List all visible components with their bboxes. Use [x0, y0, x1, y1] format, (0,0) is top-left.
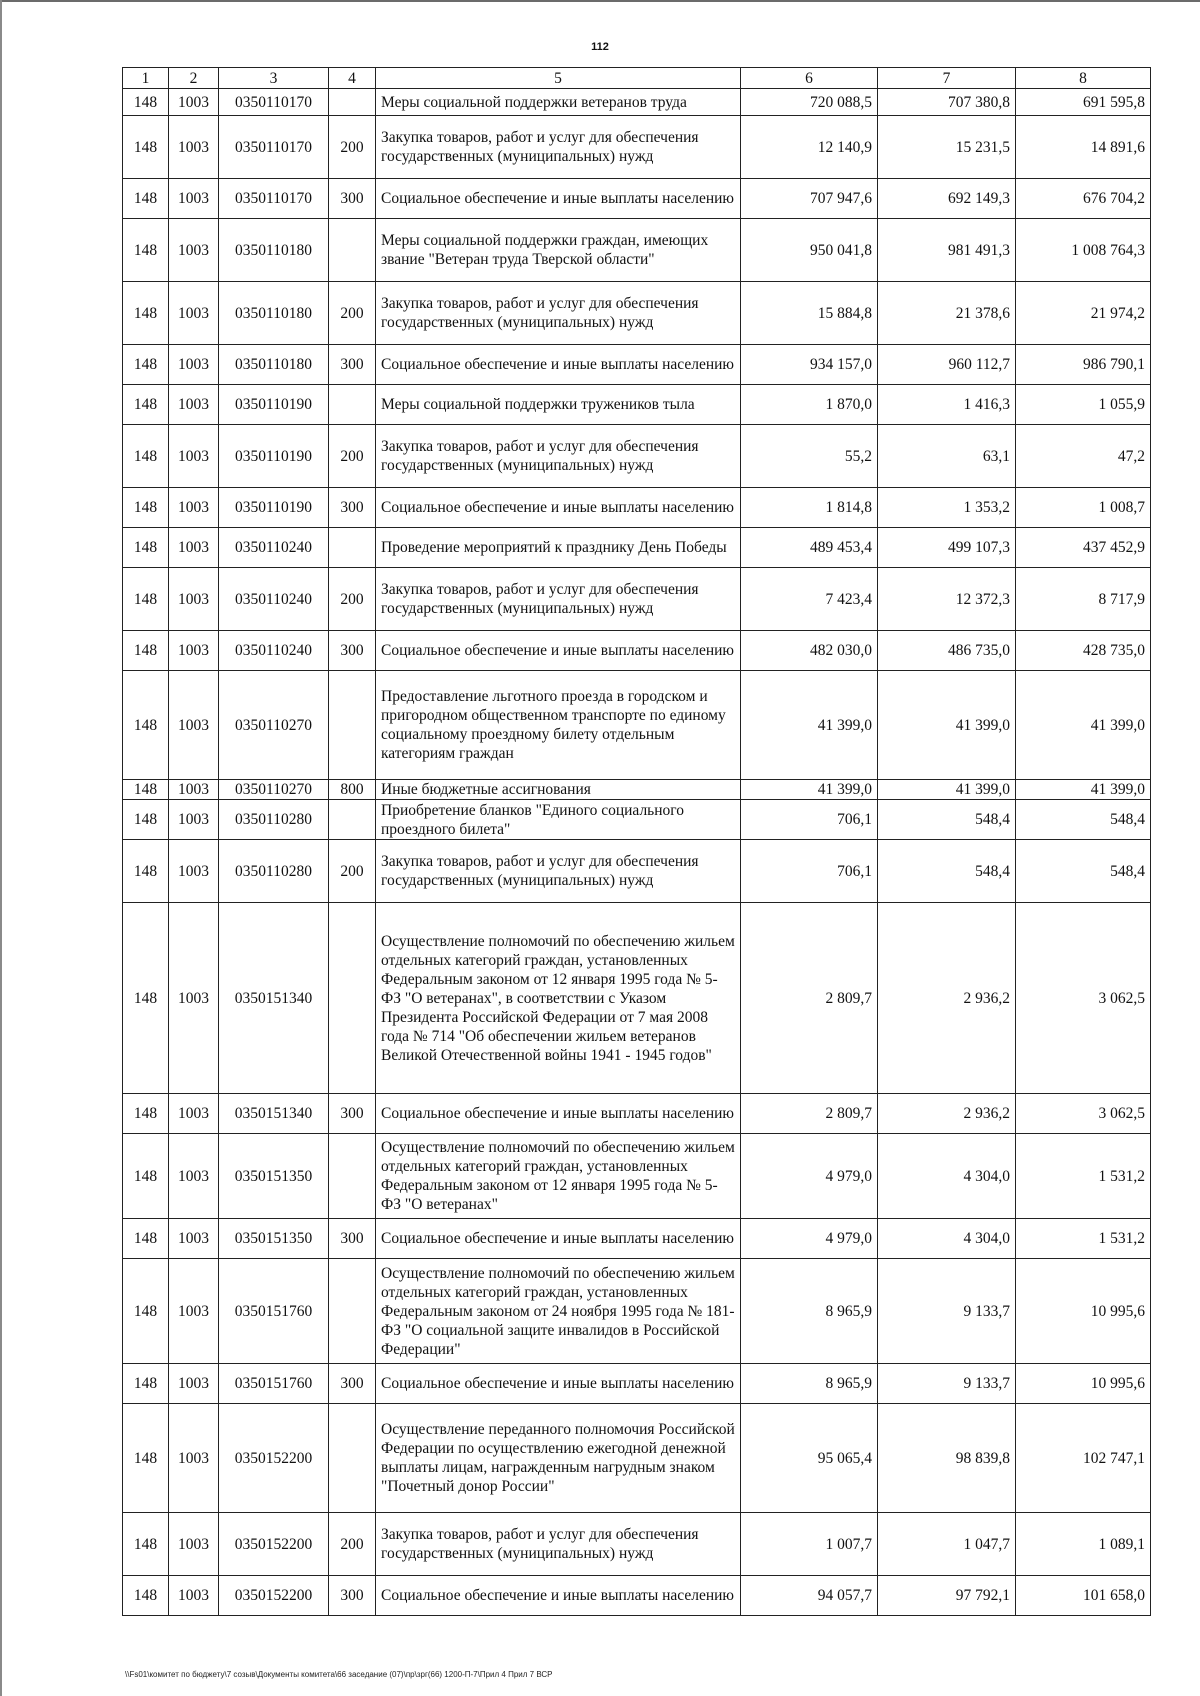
cell-amount-year-3: 1 089,1 — [1016, 1513, 1151, 1576]
cell-section-code: 1003 — [169, 1134, 219, 1219]
cell-amount-year-1: 706,1 — [741, 800, 878, 840]
cell-amount-year-2: 9 133,7 — [878, 1364, 1016, 1404]
cell-amount-year-1: 4 979,0 — [741, 1134, 878, 1219]
column-header: 1 — [123, 68, 169, 89]
cell-admin-code: 148 — [123, 385, 169, 425]
cell-admin-code: 148 — [123, 631, 169, 671]
table-row — [123, 282, 1151, 345]
cell-amount-year-1: 707 947,6 — [741, 179, 878, 219]
cell-description: Приобретение бланков "Единого социального проездного билета" — [376, 800, 741, 840]
cell-expense-type: 300 — [329, 179, 376, 219]
cell-section-code: 1003 — [169, 1576, 219, 1616]
cell-description: Меры социальной поддержки тружеников тыла — [376, 385, 741, 425]
cell-expense-type — [329, 528, 376, 568]
cell-section-code: 1003 — [169, 671, 219, 780]
column-header: 3 — [219, 68, 329, 89]
cell-amount-year-1: 482 030,0 — [741, 631, 878, 671]
cell-expense-type — [329, 89, 376, 116]
cell-expense-type — [329, 1134, 376, 1219]
cell-amount-year-3: 1 055,9 — [1016, 385, 1151, 425]
table-row — [123, 219, 1151, 282]
column-header: 8 — [1016, 68, 1151, 89]
cell-description: Закупка товаров, работ и услуг для обеспечения государственных (муниципальных) нужд — [376, 1513, 741, 1576]
cell-admin-code: 148 — [123, 1576, 169, 1616]
cell-admin-code: 148 — [123, 345, 169, 385]
column-header: 6 — [741, 68, 878, 89]
cell-amount-year-3: 102 747,1 — [1016, 1404, 1151, 1513]
cell-expense-type: 300 — [329, 631, 376, 671]
table-row — [123, 1513, 1151, 1576]
cell-section-code: 1003 — [169, 1219, 219, 1259]
cell-amount-year-1: 2 809,7 — [741, 903, 878, 1094]
cell-section-code: 1003 — [169, 1404, 219, 1513]
cell-target-article: 0350152200 — [219, 1513, 329, 1576]
cell-admin-code: 148 — [123, 179, 169, 219]
cell-admin-code: 148 — [123, 671, 169, 780]
cell-amount-year-1: 94 057,7 — [741, 1576, 878, 1616]
cell-target-article: 0350110180 — [219, 345, 329, 385]
column-header: 2 — [169, 68, 219, 89]
cell-target-article: 0350110240 — [219, 631, 329, 671]
cell-admin-code: 148 — [123, 1259, 169, 1364]
table-row — [123, 179, 1151, 219]
cell-amount-year-3: 41 399,0 — [1016, 671, 1151, 780]
cell-section-code: 1003 — [169, 282, 219, 345]
cell-amount-year-3: 41 399,0 — [1016, 780, 1151, 800]
cell-expense-type — [329, 385, 376, 425]
column-header: 5 — [376, 68, 741, 89]
cell-amount-year-3: 1 531,2 — [1016, 1134, 1151, 1219]
cell-description: Закупка товаров, работ и услуг для обеспечения государственных (муниципальных) нужд — [376, 282, 741, 345]
cell-amount-year-1: 720 088,5 — [741, 89, 878, 116]
cell-amount-year-1: 1 007,7 — [741, 1513, 878, 1576]
cell-description: Социальное обеспечение и иные выплаты населению — [376, 1094, 741, 1134]
cell-amount-year-1: 934 157,0 — [741, 345, 878, 385]
cell-amount-year-3: 3 062,5 — [1016, 1094, 1151, 1134]
table-row — [123, 568, 1151, 631]
cell-description: Социальное обеспечение и иные выплаты населению — [376, 179, 741, 219]
cell-amount-year-2: 98 839,8 — [878, 1404, 1016, 1513]
column-header: 4 — [329, 68, 376, 89]
cell-amount-year-2: 9 133,7 — [878, 1259, 1016, 1364]
scan-edge-left — [0, 0, 2, 1696]
cell-amount-year-2: 12 372,3 — [878, 568, 1016, 631]
cell-admin-code: 148 — [123, 568, 169, 631]
cell-target-article: 0350110270 — [219, 780, 329, 800]
cell-expense-type: 200 — [329, 282, 376, 345]
cell-admin-code: 148 — [123, 1219, 169, 1259]
cell-target-article: 0350151340 — [219, 1094, 329, 1134]
cell-description: Закупка товаров, работ и услуг для обеспечения государственных (муниципальных) нужд — [376, 568, 741, 631]
cell-admin-code: 148 — [123, 1364, 169, 1404]
cell-target-article: 0350110270 — [219, 671, 329, 780]
cell-section-code: 1003 — [169, 1094, 219, 1134]
cell-section-code: 1003 — [169, 385, 219, 425]
cell-amount-year-2: 981 491,3 — [878, 219, 1016, 282]
cell-target-article: 0350110180 — [219, 282, 329, 345]
cell-section-code: 1003 — [169, 840, 219, 903]
cell-admin-code: 148 — [123, 1134, 169, 1219]
cell-amount-year-3: 548,4 — [1016, 800, 1151, 840]
cell-admin-code: 148 — [123, 116, 169, 179]
cell-description: Проведение мероприятий к празднику День Победы — [376, 528, 741, 568]
cell-section-code: 1003 — [169, 488, 219, 528]
cell-expense-type — [329, 1259, 376, 1364]
page-number: 112 — [591, 41, 609, 53]
cell-expense-type — [329, 903, 376, 1094]
cell-expense-type: 300 — [329, 1364, 376, 1404]
cell-amount-year-3: 3 062,5 — [1016, 903, 1151, 1094]
table-row — [123, 840, 1151, 903]
cell-target-article: 0350110240 — [219, 528, 329, 568]
cell-expense-type — [329, 1404, 376, 1513]
cell-expense-type: 300 — [329, 1094, 376, 1134]
cell-target-article: 0350110190 — [219, 385, 329, 425]
cell-target-article: 0350110240 — [219, 568, 329, 631]
table-row — [123, 800, 1151, 840]
cell-amount-year-1: 8 965,9 — [741, 1259, 878, 1364]
cell-amount-year-3: 428 735,0 — [1016, 631, 1151, 671]
cell-section-code: 1003 — [169, 1513, 219, 1576]
cell-expense-type: 300 — [329, 1219, 376, 1259]
cell-description: Закупка товаров, работ и услуг для обеспечения государственных (муниципальных) нужд — [376, 840, 741, 903]
cell-description: Социальное обеспечение и иные выплаты населению — [376, 1219, 741, 1259]
table-row — [123, 116, 1151, 179]
cell-expense-type: 200 — [329, 840, 376, 903]
cell-section-code: 1003 — [169, 116, 219, 179]
cell-amount-year-2: 15 231,5 — [878, 116, 1016, 179]
table-row — [123, 425, 1151, 488]
cell-amount-year-1: 12 140,9 — [741, 116, 878, 179]
cell-amount-year-2: 2 936,2 — [878, 903, 1016, 1094]
cell-description: Осуществление переданного полномочия Российской Федерации по осуществлению ежегодной денежной выплаты лицам, награжденным нагрудным знаком "Почетный донор России" — [376, 1404, 741, 1513]
cell-amount-year-3: 1 008 764,3 — [1016, 219, 1151, 282]
cell-target-article: 0350110190 — [219, 488, 329, 528]
cell-admin-code: 148 — [123, 840, 169, 903]
table-header-row — [123, 68, 1151, 89]
cell-section-code: 1003 — [169, 1259, 219, 1364]
cell-amount-year-2: 548,4 — [878, 840, 1016, 903]
cell-section-code: 1003 — [169, 631, 219, 671]
cell-expense-type — [329, 800, 376, 840]
cell-expense-type: 300 — [329, 345, 376, 385]
cell-target-article: 0350110180 — [219, 219, 329, 282]
cell-target-article: 0350151350 — [219, 1219, 329, 1259]
table-row — [123, 385, 1151, 425]
cell-section-code: 1003 — [169, 219, 219, 282]
cell-amount-year-1: 1 870,0 — [741, 385, 878, 425]
table-row — [123, 1094, 1151, 1134]
cell-section-code: 1003 — [169, 800, 219, 840]
cell-amount-year-2: 960 112,7 — [878, 345, 1016, 385]
cell-amount-year-2: 707 380,8 — [878, 89, 1016, 116]
cell-amount-year-2: 548,4 — [878, 800, 1016, 840]
table-row — [123, 903, 1151, 1094]
table-row — [123, 1219, 1151, 1259]
cell-target-article: 0350110170 — [219, 116, 329, 179]
cell-target-article: 0350152200 — [219, 1404, 329, 1513]
cell-expense-type: 300 — [329, 488, 376, 528]
table-row — [123, 345, 1151, 385]
cell-amount-year-3: 548,4 — [1016, 840, 1151, 903]
cell-amount-year-1: 2 809,7 — [741, 1094, 878, 1134]
table-row — [123, 1404, 1151, 1513]
cell-admin-code: 148 — [123, 219, 169, 282]
budget-table — [122, 67, 1151, 1616]
cell-amount-year-3: 101 658,0 — [1016, 1576, 1151, 1616]
table-body — [123, 89, 1151, 1616]
cell-section-code: 1003 — [169, 89, 219, 116]
cell-amount-year-2: 2 936,2 — [878, 1094, 1016, 1134]
cell-amount-year-3: 1 008,7 — [1016, 488, 1151, 528]
cell-description: Социальное обеспечение и иные выплаты населению — [376, 488, 741, 528]
cell-description: Меры социальной поддержки граждан, имеющих звание "Ветеран труда Тверской области" — [376, 219, 741, 282]
cell-amount-year-3: 10 995,6 — [1016, 1364, 1151, 1404]
table-row — [123, 1259, 1151, 1364]
cell-admin-code: 148 — [123, 1404, 169, 1513]
cell-admin-code: 148 — [123, 1513, 169, 1576]
cell-expense-type: 300 — [329, 1576, 376, 1616]
cell-amount-year-3: 986 790,1 — [1016, 345, 1151, 385]
table-row — [123, 89, 1151, 116]
footer-file-path: \\Fs01\комитет по бюджету\7 созыв\Документы комитета\66 заседание (07)\пр\зрг(66) 1200-П-7\Прил 4 Прил 7 ВСР — [125, 1670, 553, 1679]
cell-amount-year-2: 1 353,2 — [878, 488, 1016, 528]
cell-amount-year-2: 21 378,6 — [878, 282, 1016, 345]
cell-section-code: 1003 — [169, 345, 219, 385]
cell-expense-type — [329, 671, 376, 780]
cell-description: Социальное обеспечение и иные выплаты населению — [376, 1576, 741, 1616]
cell-target-article: 0350152200 — [219, 1576, 329, 1616]
cell-amount-year-3: 691 595,8 — [1016, 89, 1151, 116]
cell-amount-year-1: 8 965,9 — [741, 1364, 878, 1404]
cell-admin-code: 148 — [123, 282, 169, 345]
cell-description: Меры социальной поддержки ветеранов труда — [376, 89, 741, 116]
table-row — [123, 1364, 1151, 1404]
cell-amount-year-1: 7 423,4 — [741, 568, 878, 631]
cell-amount-year-2: 692 149,3 — [878, 179, 1016, 219]
cell-amount-year-2: 63,1 — [878, 425, 1016, 488]
table-row — [123, 780, 1151, 800]
cell-amount-year-2: 1 416,3 — [878, 385, 1016, 425]
cell-expense-type: 200 — [329, 116, 376, 179]
table-row — [123, 488, 1151, 528]
cell-description: Закупка товаров, работ и услуг для обеспечения государственных (муниципальных) нужд — [376, 425, 741, 488]
cell-amount-year-2: 41 399,0 — [878, 671, 1016, 780]
cell-expense-type: 200 — [329, 425, 376, 488]
cell-admin-code: 148 — [123, 89, 169, 116]
cell-expense-type: 200 — [329, 1513, 376, 1576]
cell-expense-type: 800 — [329, 780, 376, 800]
cell-amount-year-2: 97 792,1 — [878, 1576, 1016, 1616]
cell-admin-code: 148 — [123, 1094, 169, 1134]
cell-amount-year-2: 4 304,0 — [878, 1134, 1016, 1219]
cell-amount-year-3: 10 995,6 — [1016, 1259, 1151, 1364]
scan-edge-top — [0, 0, 1200, 2]
cell-amount-year-3: 47,2 — [1016, 425, 1151, 488]
cell-target-article: 0350151340 — [219, 903, 329, 1094]
cell-admin-code: 148 — [123, 528, 169, 568]
cell-amount-year-3: 8 717,9 — [1016, 568, 1151, 631]
cell-amount-year-1: 41 399,0 — [741, 780, 878, 800]
table-row — [123, 631, 1151, 671]
table-row — [123, 671, 1151, 780]
cell-admin-code: 148 — [123, 425, 169, 488]
cell-target-article: 0350110280 — [219, 840, 329, 903]
table-row — [123, 1576, 1151, 1616]
cell-description: Социальное обеспечение и иные выплаты населению — [376, 345, 741, 385]
cell-target-article: 0350151760 — [219, 1364, 329, 1404]
cell-amount-year-1: 41 399,0 — [741, 671, 878, 780]
cell-description: Осуществление полномочий по обеспечению жильем отдельных категорий граждан, установленных Федеральным законом от 12 января 1995 года № 5-ФЗ "О ветеранах" — [376, 1134, 741, 1219]
cell-amount-year-2: 499 107,3 — [878, 528, 1016, 568]
cell-amount-year-1: 4 979,0 — [741, 1219, 878, 1259]
cell-admin-code: 148 — [123, 488, 169, 528]
cell-description: Осуществление полномочий по обеспечению жильем отдельных категорий граждан, установленных Федеральным законом от 24 ноября 1995 года № 181-ФЗ "О социальной защите инвалидов в Российской Федерации" — [376, 1259, 741, 1364]
cell-amount-year-1: 1 814,8 — [741, 488, 878, 528]
cell-amount-year-2: 4 304,0 — [878, 1219, 1016, 1259]
table-row — [123, 528, 1151, 568]
cell-target-article: 0350151760 — [219, 1259, 329, 1364]
cell-amount-year-1: 706,1 — [741, 840, 878, 903]
cell-amount-year-3: 676 704,2 — [1016, 179, 1151, 219]
cell-description: Социальное обеспечение и иные выплаты населению — [376, 1364, 741, 1404]
table-row — [123, 1134, 1151, 1219]
cell-section-code: 1003 — [169, 179, 219, 219]
cell-section-code: 1003 — [169, 425, 219, 488]
cell-section-code: 1003 — [169, 903, 219, 1094]
cell-amount-year-2: 486 735,0 — [878, 631, 1016, 671]
column-header: 7 — [878, 68, 1016, 89]
cell-amount-year-3: 14 891,6 — [1016, 116, 1151, 179]
cell-section-code: 1003 — [169, 1364, 219, 1404]
cell-admin-code: 148 — [123, 800, 169, 840]
cell-description: Социальное обеспечение и иные выплаты населению — [376, 631, 741, 671]
cell-amount-year-1: 489 453,4 — [741, 528, 878, 568]
cell-target-article: 0350110280 — [219, 800, 329, 840]
cell-amount-year-2: 1 047,7 — [878, 1513, 1016, 1576]
cell-amount-year-2: 41 399,0 — [878, 780, 1016, 800]
cell-target-article: 0350110190 — [219, 425, 329, 488]
cell-amount-year-1: 55,2 — [741, 425, 878, 488]
cell-description: Закупка товаров, работ и услуг для обеспечения государственных (муниципальных) нужд — [376, 116, 741, 179]
cell-amount-year-1: 95 065,4 — [741, 1404, 878, 1513]
cell-section-code: 1003 — [169, 528, 219, 568]
cell-description: Предоставление льготного проезда в городском и пригородном общественном транспорте по единому социальному проездному билету отдельным категориям граждан — [376, 671, 741, 780]
cell-amount-year-3: 437 452,9 — [1016, 528, 1151, 568]
cell-description: Осуществление полномочий по обеспечению жильем отдельных категорий граждан, установленных Федеральным законом от 12 января 1995 года № 5-ФЗ "О ветеранах", в соответствии с Указом Президента Российской Федерации от 7 мая 2008 года № 714 "Об обеспечении жильем ветеранов Великой Отечественной войны 1941 - 1945 годов" — [376, 903, 741, 1094]
cell-expense-type — [329, 219, 376, 282]
cell-amount-year-3: 21 974,2 — [1016, 282, 1151, 345]
cell-section-code: 1003 — [169, 780, 219, 800]
cell-amount-year-3: 1 531,2 — [1016, 1219, 1151, 1259]
cell-target-article: 0350151350 — [219, 1134, 329, 1219]
cell-admin-code: 148 — [123, 780, 169, 800]
cell-target-article: 0350110170 — [219, 179, 329, 219]
cell-admin-code: 148 — [123, 903, 169, 1094]
cell-section-code: 1003 — [169, 568, 219, 631]
cell-expense-type: 200 — [329, 568, 376, 631]
cell-description: Иные бюджетные ассигнования — [376, 780, 741, 800]
cell-amount-year-1: 15 884,8 — [741, 282, 878, 345]
cell-target-article: 0350110170 — [219, 89, 329, 116]
cell-amount-year-1: 950 041,8 — [741, 219, 878, 282]
